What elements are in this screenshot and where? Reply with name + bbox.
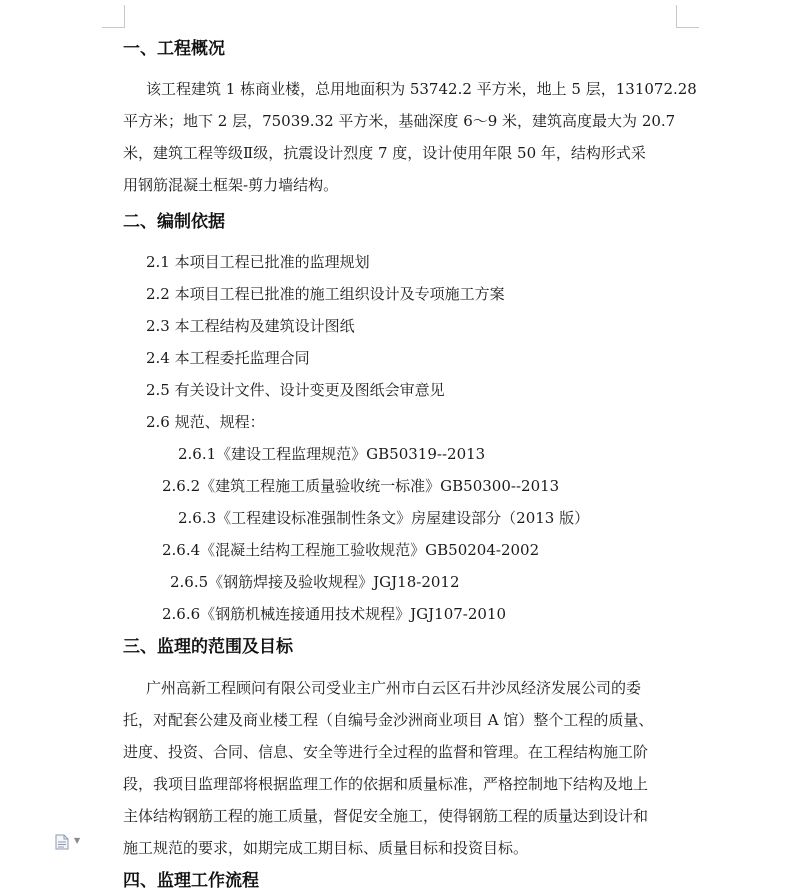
sub-list-item: 2.6.1《建设工程监理规范》GB50319--2013 xyxy=(178,445,486,463)
chevron-down-icon[interactable]: ▼ xyxy=(74,836,81,845)
list-item: 2.1 本项目工程已批准的监理规划 xyxy=(146,253,370,271)
sub-list-item: 2.6.3《工程建设标准强制性条文》房屋建设部分（2013 版） xyxy=(178,509,590,527)
paragraph-line: 段，我项目监理部将根据监理工作的依据和质量标准，严格控制地下结构及地上 xyxy=(123,775,649,793)
paragraph-line: 广州高新工程顾问有限公司受业主广州市白云区石井沙凤经济发展公司的委 xyxy=(146,679,642,697)
paragraph-line: 托，对配套公建及商业楼工程（自编号金沙洲商业项目 A 馆）整个工程的质量、 xyxy=(123,711,654,729)
section-heading: 三、监理的范围及目标 xyxy=(123,637,293,657)
list-item: 2.2 本项目工程已批准的施工组织设计及专项施工方案 xyxy=(146,285,505,303)
document-icon[interactable] xyxy=(55,834,69,850)
sub-list-item: 2.6.5《钢筋焊接及验收规程》JGJ18-2012 xyxy=(170,573,460,591)
section-heading: 一、工程概况 xyxy=(123,39,225,59)
page-corner-mark-top-left xyxy=(102,5,125,28)
sub-list-item: 2.6.4《混凝土结构工程施工验收规范》GB50204-2002 xyxy=(162,541,540,559)
section-heading: 二、编制依据 xyxy=(123,212,225,232)
paragraph-line: 主体结构钢筋工程的施工质量，督促安全施工，使得钢筋工程的质量达到设计和 xyxy=(123,807,649,825)
paragraph-line: 施工规范的要求，如期完成工期目标、质量目标和投资目标。 xyxy=(123,839,529,857)
list-item: 2.3 本工程结构及建筑设计图纸 xyxy=(146,317,355,335)
paragraph-line: 米，建筑工程等级Ⅱ级，抗震设计烈度 7 度，设计使用年限 50 年，结构形式采 xyxy=(123,144,646,162)
page-corner-mark-top-right xyxy=(676,5,699,28)
sub-list-item: 2.6.2《建筑工程施工质量验收统一标准》GB50300--2013 xyxy=(162,477,560,495)
section-heading: 四、监理工作流程 xyxy=(123,871,259,891)
list-item: 2.6 规范、规程： xyxy=(146,413,265,431)
paragraph-line: 该工程建筑 1 栋商业楼，总用地面积为 53742.2 平方米，地上 5 层，131072.28 xyxy=(146,80,697,98)
paragraph-line: 平方米；地下 2 层，75039.32 平方米，基础深度 6～9 米，建筑高度最大为 20.7 xyxy=(123,112,676,130)
paragraph-line: 用钢筋混凝土框架-剪力墙结构。 xyxy=(123,176,339,194)
sub-list-item: 2.6.6《钢筋机械连接通用技术规程》JGJ107-2010 xyxy=(162,605,507,623)
paragraph-line: 进度、投资、合同、信息、安全等进行全过程的监督和管理。在工程结构施工阶 xyxy=(123,743,649,761)
list-item: 2.4 本工程委托监理合同 xyxy=(146,349,310,367)
list-item: 2.5 有关设计文件、设计变更及图纸会审意见 xyxy=(146,381,445,399)
